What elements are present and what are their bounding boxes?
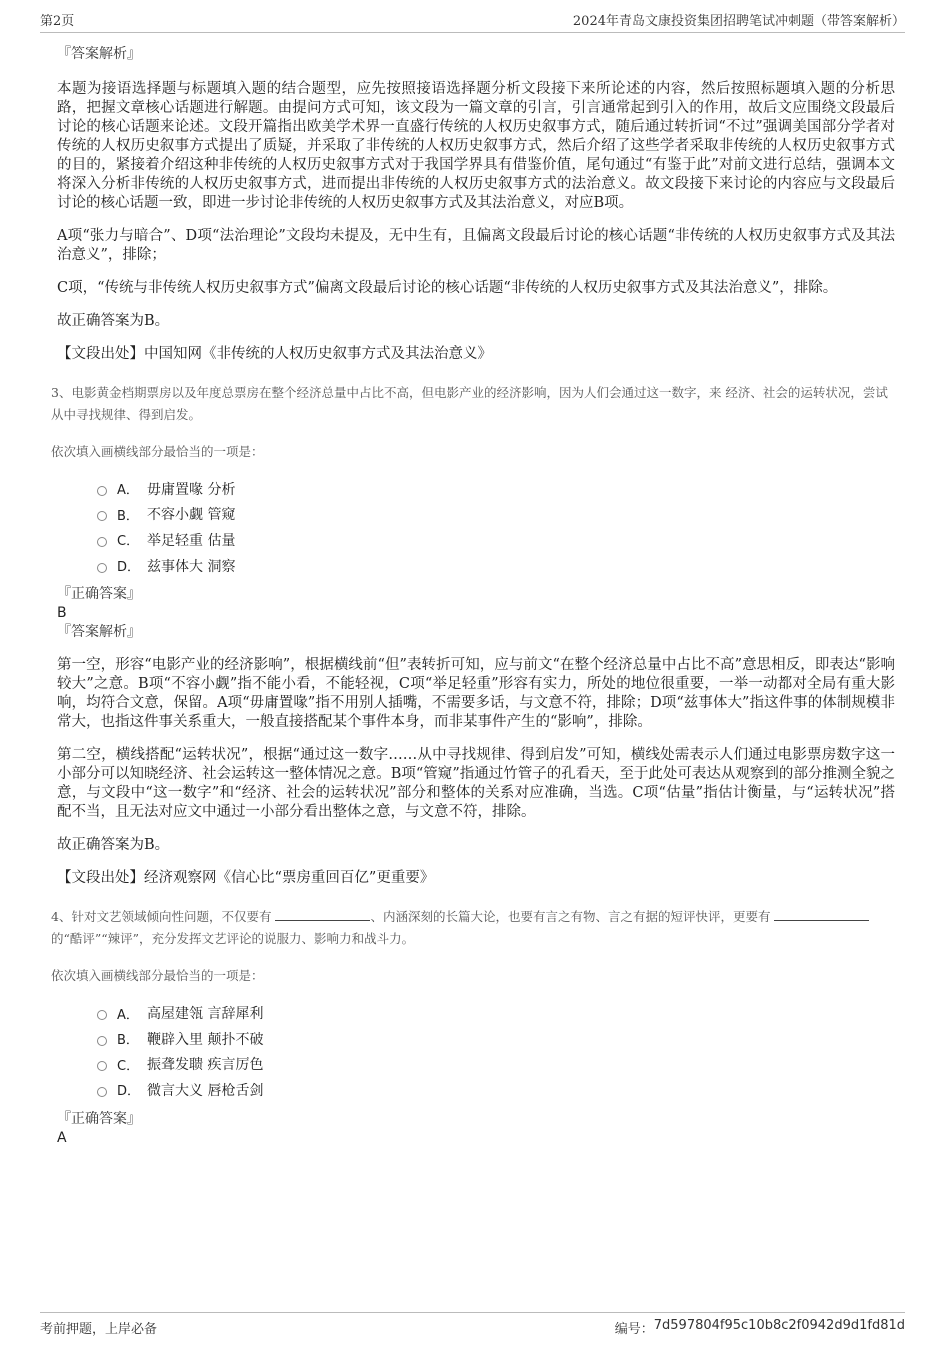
blank-line	[774, 908, 869, 921]
page-header	[40, 10, 905, 33]
q4-stem: 4、针对文艺领域倾向性问题，不仅要有 、内涵深刻的长篇大论，也要有言之有物、言之有据的短评快评，更要有 的“酷评”“辣评”，充分发挥文艺评论的说服力、影响力和战斗力。	[51, 906, 889, 950]
q2-analysis-p2: A项“张力与暗合”、D项“法治理论”文段均未提及，无中生有，且偏离文段最后讨论的核心话题“非传统的人权历史叙事方式及其法治意义”，排除；	[57, 228, 895, 263]
q4-options	[97, 1000, 895, 1102]
q3-analysis-label: 『答案解析』	[57, 624, 141, 641]
q4-option-a[interactable]: A． 高屋建瓴 言辞犀利	[97, 1000, 895, 1026]
q2-analysis-label: 『答案解析』	[57, 46, 141, 62]
footer-code: 7d597804f95c10b8c2f0942d9d1fd81d	[653, 1318, 905, 1333]
blank-line	[275, 908, 370, 921]
radio-icon[interactable]	[97, 1087, 107, 1097]
q3-stem: 3、电影黄金档期票房以及年度总票房在整个经济总量中占比不高，但电影产业的经济影响，因为人们会通过这一数字，来 经济、社会的运转状况，尝试从中寻找规律、得到启发。	[51, 385, 888, 422]
radio-icon[interactable]	[97, 1061, 107, 1071]
radio-icon[interactable]	[97, 563, 107, 573]
q4-option-d[interactable]: D． 微言大义 唇枪舌剑	[97, 1077, 895, 1103]
footer-code-label: 编号：	[614, 1322, 654, 1337]
radio-icon[interactable]	[97, 1036, 107, 1046]
q4-correct-label: 『正确答案』	[57, 1110, 141, 1127]
q4-option-b[interactable]: B． 鞭辟入里 颠扑不破	[97, 1026, 895, 1052]
page-footer	[40, 1312, 905, 1337]
q3-analysis-p2: 第二空，横线搭配“运转状况”，根据“通过这一数字……从中寻找规律、得到启发”可知，横线处需表示人们通过电影票房数字这一小部分可以知晓经济、社会运转这一整体情况之意。B项“管窥”指通过竹管子的孔看天，至于此处可表达从观察到的部分推测全貌之意，与文段中“这一数字”和“经济、社会的运转状况”部分和整体的关系对应准确，当选。C项“估量”指估计衡量，与“运转状况”搭配不当，且无法对应文中通过一小部分看出整体之意，与文意不符，排除。	[57, 747, 895, 821]
radio-icon[interactable]	[97, 486, 107, 496]
q3-option-a[interactable]: A． 毋庸置喙 分析	[97, 476, 895, 502]
q3-option-d[interactable]: D． 兹事体大 洞察	[97, 553, 895, 579]
q3-analysis-p1: 第一空，形容“电影产业的经济影响”，根据横线前“但”表转折可知，应与前文“在整个经济总量中占比不高”意思相反，即表达“影响较大”之意。B项“不容小觑”指不能小看，不能轻视，C项“举足轻重”形容有实力，所处的地位很重要，一举一动都对全局有重大影响，均符合文意，保留。A项“毋庸置喙”指不用别人插嘴，不需要多话，与文意不符，排除；D项“兹事体大”指这件事的体制规模非常大，也指这件事关系重大，一般直接搭配某个事件本身，而非某事件产生的“影响”，排除。	[57, 657, 895, 731]
q3-option-c[interactable]: C． 举足轻重 估量	[97, 527, 895, 553]
q3-instruction: 依次填入画横线部分最恰当的一项是：	[51, 444, 264, 459]
content	[51, 44, 895, 1147]
q3-conclusion: 故正确答案为B。	[57, 837, 170, 854]
radio-icon[interactable]	[97, 537, 107, 547]
q4-instruction: 依次填入画横线部分最恰当的一项是：	[51, 968, 264, 984]
q4-answer: A	[57, 1129, 67, 1146]
radio-icon[interactable]	[97, 511, 107, 521]
q3-options	[97, 476, 895, 578]
q4-option-c[interactable]: C． 振聋发聩 疾言厉色	[97, 1052, 895, 1078]
page-number: 第2页	[40, 14, 75, 29]
q2-conclusion: 故正确答案为B。	[57, 313, 170, 329]
q3-correct-label: 『正确答案』	[57, 586, 141, 603]
q2-analysis-p1: 本题为接语选择题与标题填入题的结合题型，应先按照接语选择题分析文段接下来所论述的内容，然后按照标题填入题的分析思路，把握文章核心话题进行解题。由提问方式可知，该文段为一篇文章的引言，引言通常起到引入的作用，故后文应围绕文段最后讨论的核心话题来论述。文段开篇指出欧美学术界一直盛行传统的人权历史叙事方式，随后通过转折词“不过”强调美国部分学者对传统的人权历史叙事方式提出了质疑，并采取了非传统的人权历史叙事方式，然后介绍了这些学者采取非传统的人权历史叙事方式的目的，紧接着介绍这种非传统的人权历史叙事方式对于我国学界具有借鉴价值，尾句通过“有鉴于此”对前文进行总结，强调本文将深入分析非传统的人权历史叙事方式，进而提出非传统的人权历史叙事方式的法治意义。故文段接下来讨论的内容应与文段最后讨论的核心话题一致，即进一步讨论非传统的人权历史叙事方式及其法治意义，对应B项。	[57, 81, 895, 211]
radio-icon[interactable]	[97, 1010, 107, 1020]
q2-analysis-p3: C项，“传统与非传统人权历史叙事方式”偏离文段最后讨论的核心话题“非传统的人权历史叙事方式及其法治意义”，排除。	[57, 280, 838, 296]
q3-option-b[interactable]: B． 不容小觑 管窥	[97, 502, 895, 528]
q3-source: 【文段出处】经济观察网《信心比“票房重回百亿”更重要》	[57, 870, 435, 887]
q2-source: 【文段出处】中国知网《非传统的人权历史叙事方式及其法治意义》	[57, 346, 492, 362]
footer-slogan: 考前押题，上岸必备	[40, 1322, 158, 1337]
document-title: 2024年青岛文康投资集团招聘笔试冲刺题（带答案解析）	[572, 14, 905, 29]
footer-code-wrap	[615, 1318, 905, 1337]
q3-answer: B	[57, 605, 67, 622]
